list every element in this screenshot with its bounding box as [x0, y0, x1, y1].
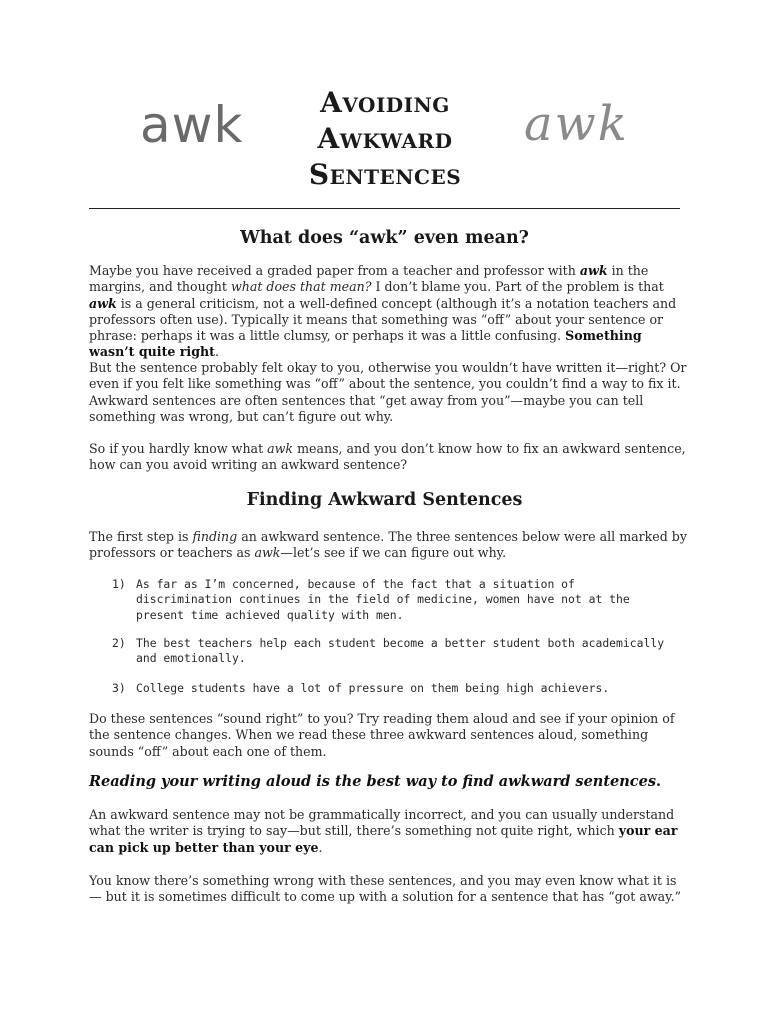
example-sentence-1: 1) As far as I’m concerned, because of the fact that a situation of discrimination continues in the field of medicine, women have not at the present time achieved quality with men. [112, 577, 630, 622]
title-line-2: AWKWARD [317, 122, 453, 155]
example-sentence-2: 2) The best teachers help each student become a better student both academically and emotionally. [112, 636, 665, 666]
title-line-1: AVOIDING [320, 86, 450, 119]
paragraph-how-to-avoid: So if you hardly know what awk means, and you don’t know how to fix an awkward sentence, how can you avoid writing an awkward sentence? [89, 441, 686, 473]
callout-read-aloud: Reading your writing aloud is the best way to find awkward sentences. [89, 773, 662, 790]
paragraph-intro: Maybe you have received a graded paper from a teacher and professor with awk in the margins, and thought what does that mean? I don’t blame you. Part of the problem is that awk is a general criticism, not a well-defined concept (although it’s a notation teachers and professors often use). Typically it means that something was “off” about your sentence or phrase: perhaps it was a little clumsy, or perhaps it was a little confusing. Something wasn’t quite right. [89, 263, 677, 360]
header-divider [89, 208, 680, 209]
paragraph-grammatically: An awkward sentence may not be grammatically incorrect, and you can usually understand what the writer is trying to say—but still, there’s something not quite right, which your ear can pick up better than your eye. [89, 807, 678, 855]
awk-logo-left: awk [140, 96, 244, 154]
section-heading-finding: Finding Awkward Sentences [246, 490, 523, 510]
paragraph-first-step: The first step is finding an awkward sentence. The three sentences below were all marked by professors or teachers as awk—let’s see if we can figure out why. [89, 529, 687, 561]
paragraph-sound-right: Do these sentences “sound right” to you? Try reading them aloud and see if your opinion of the sentence changes. When we read these three awkward sentences aloud, something sounds “off” about each one of them. [89, 711, 675, 759]
title-line-3: SENTENCES [308, 158, 462, 191]
paragraph-got-away: You know there’s something wrong with these sentences, and you may even know what it is — but it is sometimes difficult to come up with a solution for a sentence that has “got away.” [89, 873, 682, 905]
example-sentence-3: 3) College students have a lot of pressure on them being high achievers. [112, 681, 610, 695]
page-title [300, 86, 470, 194]
section-heading-awk-meaning: What does “awk” even mean? [240, 228, 529, 248]
paragraph-sentence-felt-okay: But the sentence probably felt okay to you, otherwise you wouldn’t have written it—right? Or even if you felt like something was “off” about the sentence, you couldn’t find a way to fix it. Awkward sentences are often sentences that “get away from you”—maybe you can tell something was wrong, but can’t figure out why. [89, 360, 687, 424]
awk-logo-right: awk [524, 96, 629, 152]
